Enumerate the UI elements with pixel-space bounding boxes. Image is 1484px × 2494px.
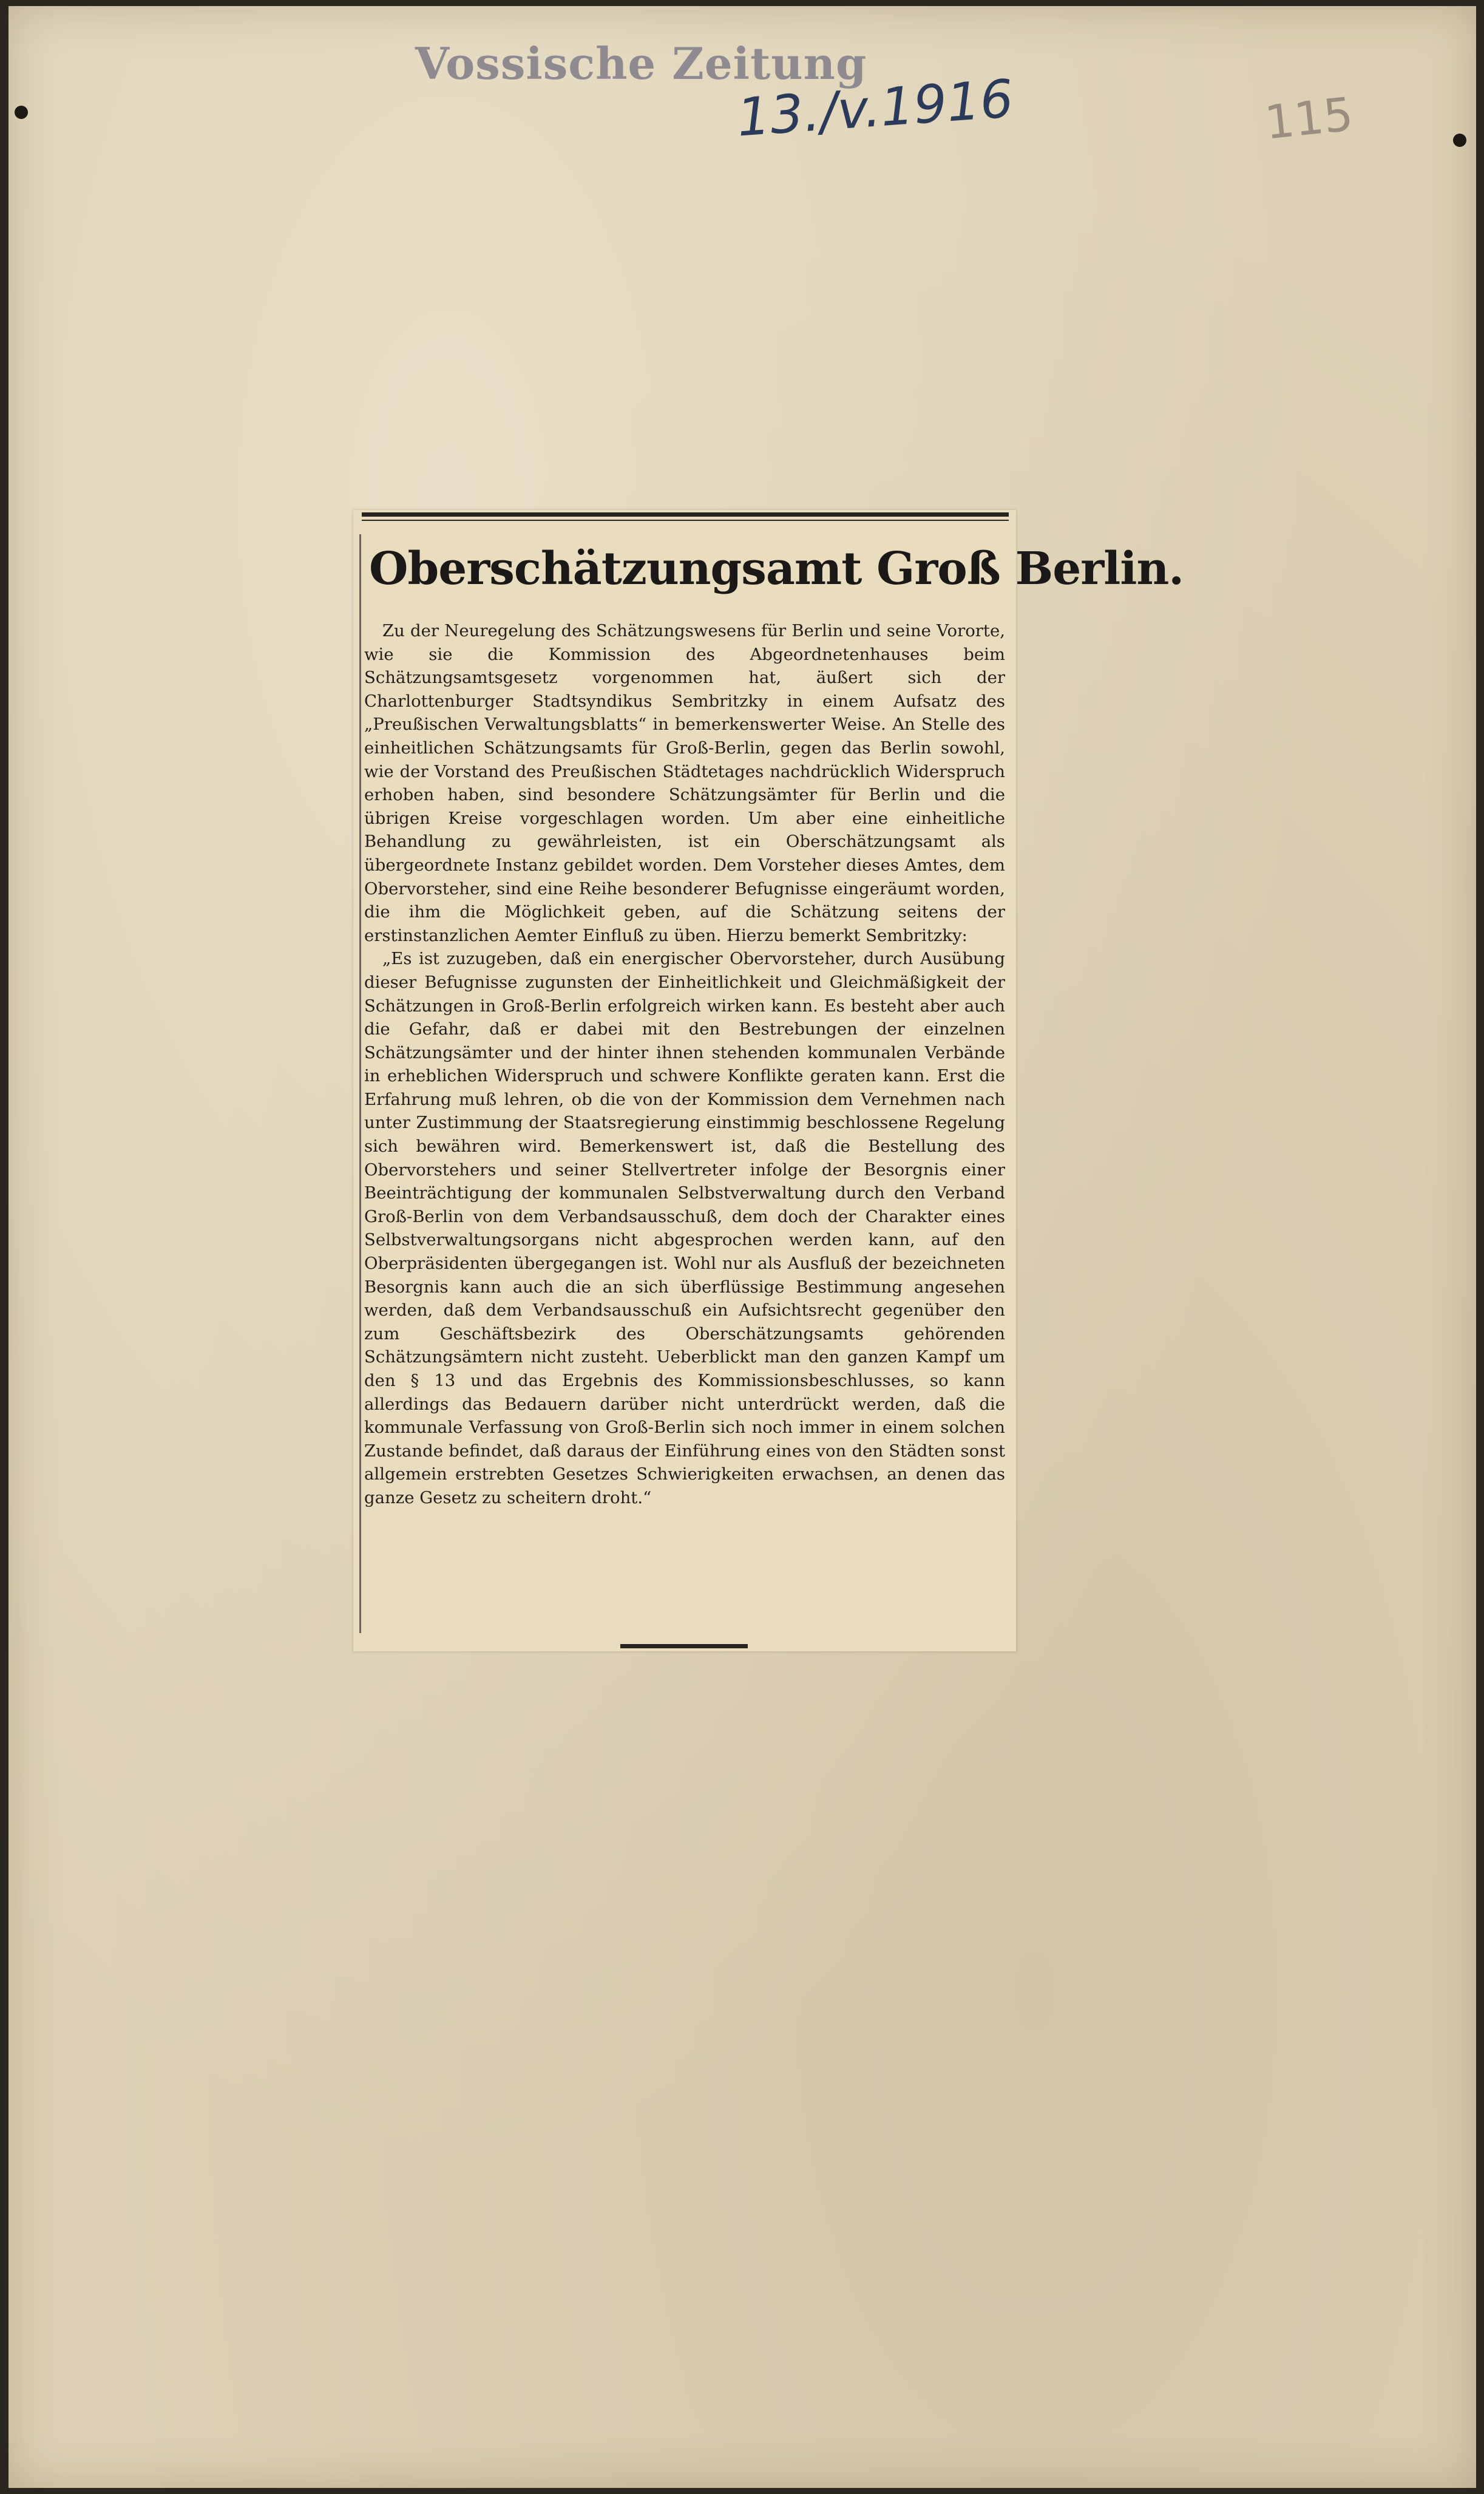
top-rule (362, 512, 1009, 517)
column-rule (359, 534, 361, 1633)
archive-sheet (8, 6, 1476, 2488)
end-rule (620, 1644, 748, 1648)
article-headline: Oberschätzungsamt Groß Berlin. (369, 543, 1184, 595)
article-paragraph: Zu der Neuregelung des Schätzungswesens für Berlin und seine Vororte, wie sie die Kommission des Abgeordnetenhauses beim Schätzungsamtsgesetz vorgenommen hat, äußert sich der Charlottenburger Stadtsyndikus Sembritzky in einem Aufsatz des „Preußischen Verwaltungsblatts“ in bemerkenswerter Weise. An Stelle des einheitlichen Schätzungsamts für Groß-Berlin, gegen das Berlin sowohl, wie der Vorstand des Preußischen Städtetages nachdrücklich Widerspruch erhoben haben, sind besondere Schätzungsämter für Berlin und die übrigen Kreise vorgeschlagen worden. Um aber eine einheitliche Behandlung zu gewährleisten, ist ein Oberschätzungsamt als übergeordnete Instanz gebildet worden. Dem Vorsteher dieses Amtes, dem Obervorsteher, sind eine Reihe besonderer Befugnisse eingeräumt worden, die ihm die Möglichkeit geben, auf die Schätzung seitens der erstinstanzlichen Aemter Einfluß zu üben. Hierzu bemerkt Sembritzky: (364, 621, 1005, 945)
handwritten-date: 13./v.1916 (735, 68, 1015, 149)
newspaper-stamp: Vossische Zeitung (415, 38, 867, 89)
punch-hole (15, 106, 28, 119)
newspaper-clipping (353, 510, 1184, 1651)
article-paragraph: „Es ist zuzugeben, daß ein energischer Obervorsteher, durch Ausübung dieser Befugnisse zugunsten der Einheitlichkeit und Gleichmäßigkeit der Schätzungen in Groß-Berlin erfolgreich wirken kann. Es besteht aber auch die Gefahr, daß er dabei mit den Bestrebungen der einzelnen Schätzungsämter und der hinter ihnen stehenden kommunalen Verbände in erheblichen Widerspruch und schwere Konflikte geraten kann. Erst die Erfahrung muß lehren, ob die von der Kommission dem Vernehmen nach unter Zustimmung der Staatsregierung einstimmig beschlossene Regelung sich bewähren wird. Bemerkenswert ist, daß die Bestellung des Obervorstehers und seiner Stellvertreter infolge der Besorgnis einer Beeinträchtigung der kommunalen Selbstverwaltung durch den Verband Groß-Berlin von dem Verbandsausschuß, dem doch der Charakter eines Selbstverwaltungsorgans nicht abgesprochen werden kann, auf den Oberpräsidenten übergegangen ist. Wohl nur als Ausfluß der bezeichneten Besorgnis kann auch die an sich überflüssige Bestimmung angesehen werden, daß dem Verbandsausschuß ein Aufsichtsrecht gegenüber den zum Geschäftsbezirk des Oberschätzungsamts gehörenden Schätzungsämtern nicht zusteht. Ueberblickt man den ganzen Kampf um den § 13 und das Ergebnis des Kommissionsbeschlusses, so kann allerdings das Bedauern darüber nicht unterdrückt werden, daß die kommunale Verfassung von Groß-Berlin sich noch immer in einem solchen Zustande befindet, daß daraus der Einführung eines von den Städten sonst allgemein erstrebten Gesetzes Schwierigkeiten erwachsen, an denen das ganze Gesetz zu scheitern droht.“ (364, 949, 1005, 1507)
top-rule-thin (362, 520, 1009, 521)
punch-hole (1453, 134, 1466, 147)
article-body (364, 619, 1005, 1603)
page-number: 115 (1262, 86, 1356, 150)
